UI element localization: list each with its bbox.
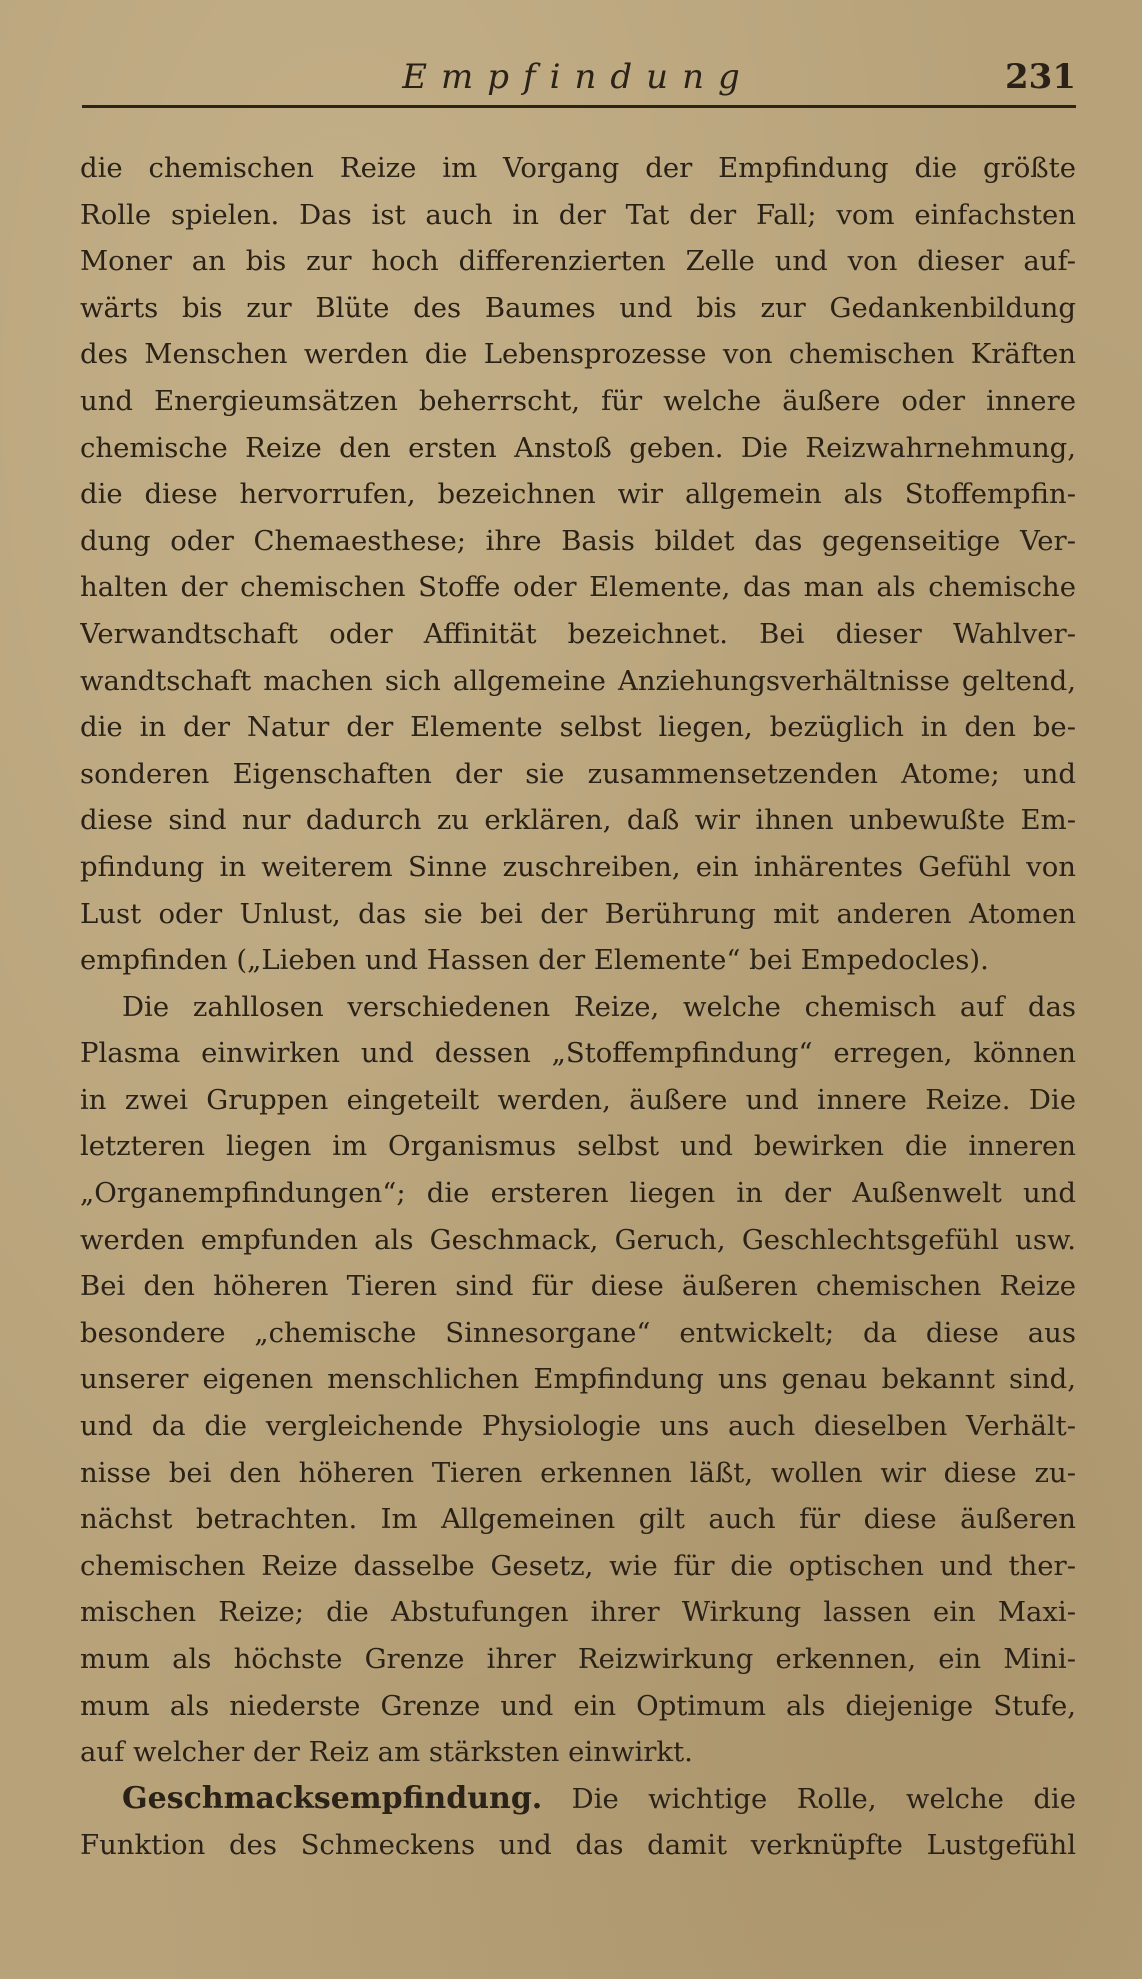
text-line: die diese hervorrufen, bezeichnen wir allgemein als Stoffempfin- [80,478,1076,511]
text-line: mum als höchste Grenze ihrer Reizwirkung erkennen, ein Mini- [80,1643,1076,1675]
text-line: wandtschaft machen sich allgemeine Anziehungsverhältnisse geltend, [80,664,1076,697]
text-line: chemischen Reize dasselbe Gesetz, wie für die optischen und ther- [80,1549,1076,1582]
text-line: nächst betrachten. Im Allgemeinen gilt auch für diese äußeren [80,1503,1076,1536]
text-line: unserer eigenen menschlichen Empfindung uns genau bekannt sind, [80,1363,1076,1396]
text-line: werden empfunden als Geschmack, Geruch, Geschlechtsgefühl usw. [80,1223,1076,1256]
text-line: und Energieumsätzen beherrscht, für welche äußere oder innere [80,384,1076,417]
text-line: in zwei Gruppen eingeteilt werden, äußere und innere Reize. Die [80,1083,1076,1116]
text-line: dung oder Chemaesthese; ihre Basis bildet das gegenseitige Ver- [80,524,1076,557]
text-line: mum als niederste Grenze und ein Optimum als diejenige Stufe, [80,1689,1076,1722]
text-line: auf welcher der Reiz am stärksten einwirkt. [80,1736,693,1769]
text-line: halten der chemischen Stoffe oder Elemente, das man als chemische [80,571,1076,604]
text-line: diese sind nur dadurch zu erklären, daß wir ihnen unbewußte Em- [80,804,1076,837]
section-heading-continuation: Die wichtige Rolle, welche die [571,1782,1076,1815]
text-line: empfinden („Lieben und Hassen der Elemente“ bei Empedocles). [80,944,989,977]
section-heading: Geschmacksempfindung. [122,1780,543,1816]
text-line: letzteren liegen im Organismus selbst und bewirken die inneren [80,1130,1076,1163]
text-line: „Organempfindungen“; die ersteren liegen in der Außenwelt und [80,1177,1076,1210]
text-line: und da die vergleichende Physiologie uns auch dieselben Verhält- [80,1410,1076,1443]
text-line: Rolle spielen. Das ist auch in der Tat der Fall; vom einfachsten [80,198,1076,231]
text-line: Die zahllosen verschiedenen Reize, welche chemisch auf das [122,990,1076,1023]
page-header [80,52,1076,102]
section-start-line [80,1776,1076,1823]
text-line: Funktion des Schmeckens und das damit verknüpfte Lustgefühl [80,1829,1076,1862]
text-line: Plasma einwirken und dessen „Stoffempfindung“ erregen, können [80,1037,1076,1070]
text-line: Verwandtschaft oder Affinität bezeichnet. Bei dieser Wahlver- [80,617,1076,650]
text-line: mischen Reize; die Abstufungen ihrer Wirkung lassen ein Maxi- [80,1596,1076,1629]
text-line: nisse bei den höheren Tieren erkennen läßt, wollen wir diese zu- [80,1456,1076,1489]
text-line: die chemischen Reize im Vorgang der Empfindung die größte [80,152,1076,184]
header-rule [82,105,1076,108]
text-line: pfindung in weiterem Sinne zuschreiben, ein inhärentes Gefühl von [80,850,1076,883]
text-line: sonderen Eigenschaften der sie zusammensetzenden Atome; und [80,757,1076,790]
text-line: Bei den höheren Tieren sind für diese äußeren chemischen Reize [80,1270,1076,1303]
text-line: Moner an bis zur hoch differenzierten Zelle und von dieser auf- [80,245,1076,278]
page-number: 231 [1005,57,1076,97]
text-line: Lust oder Unlust, das sie bei der Berührung mit anderen Atomen [80,897,1076,930]
body-text [80,145,1076,1869]
running-head: Empfindung [402,57,754,97]
text-line: besondere „chemische Sinnesorgane“ entwickelt; da diese aus [80,1316,1076,1349]
text-line: chemische Reize den ersten Anstoß geben. Die Reizwahrnehmung, [80,431,1076,464]
text-line: des Menschen werden die Lebensprozesse von chemischen Kräften [80,338,1076,371]
text-line: wärts bis zur Blüte des Baumes und bis zur Gedankenbildung [80,291,1076,324]
text-line: die in der Natur der Elemente selbst liegen, bezüglich in den be- [80,711,1076,744]
